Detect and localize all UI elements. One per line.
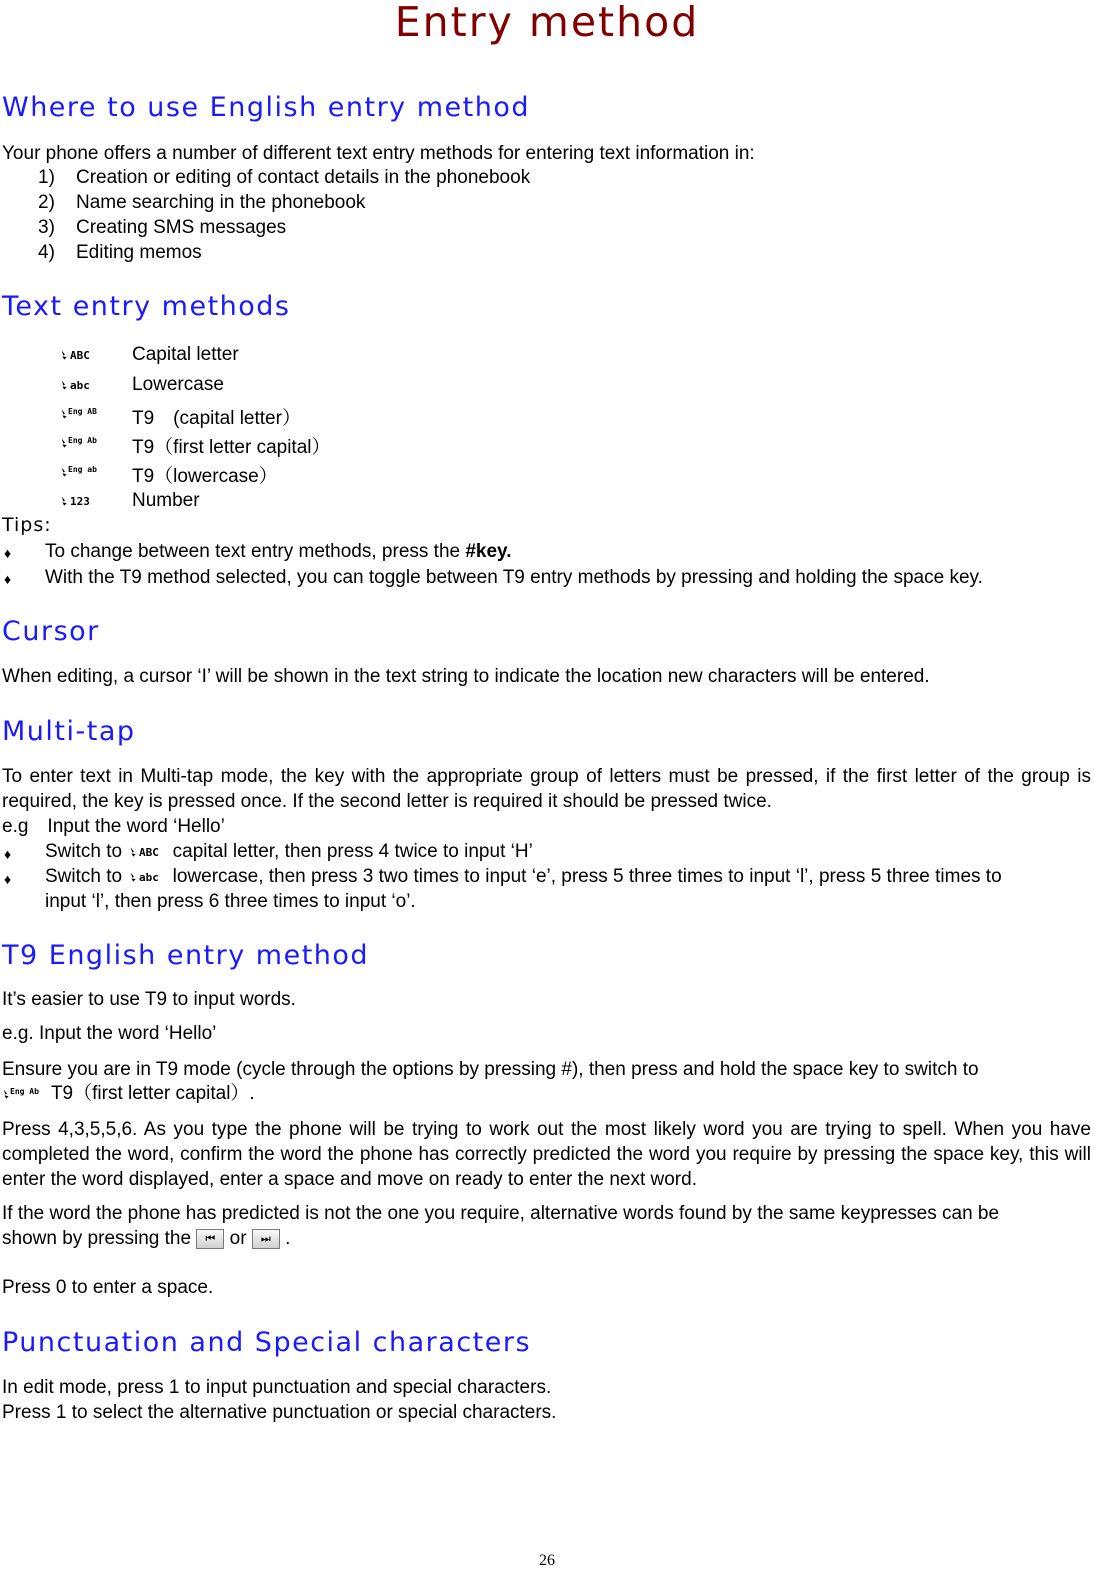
t9-paragraph: It’s easier to use T9 to input words. (2, 989, 296, 1010)
icon-text: abc (139, 870, 160, 884)
list-number: 2) (38, 192, 55, 213)
punctuation-text: Press 1 to select the alternative punctuation or special characters. (2, 1402, 557, 1423)
diamond-bullet-icon: ♦ (4, 871, 12, 887)
section-heading-where: Where to use English entry method (2, 92, 530, 123)
icon-text: abc (70, 379, 90, 392)
section-heading-cursor: Cursor (2, 616, 100, 647)
capital-letter-mode-icon (60, 347, 100, 363)
list-item: Editing memos (76, 242, 202, 263)
icon-text: 123 (70, 495, 90, 508)
punctuation-text: In edit mode, press 1 to input punctuation and special characters. (2, 1377, 552, 1398)
method-label: Lowercase (132, 374, 224, 395)
t9-first-capital-mode-icon (2, 1084, 46, 1104)
list-number: 4) (38, 242, 55, 263)
icon-text: Eng Ab (68, 436, 97, 445)
previous-icon: ⏮ (196, 1229, 224, 1249)
tip-text: To change between text entry methods, press the #key. (45, 541, 512, 562)
list-number: 1) (38, 167, 55, 188)
multitap-bullet-continued: input ‘l’, then press 6 three times to input ‘o’. (45, 891, 416, 912)
t9-paragraph: Ensure you are in T9 mode (cycle through the options by pressing #), then press and hold the space key to switch to (2, 1059, 979, 1080)
diamond-bullet-icon: ♦ (4, 545, 12, 561)
multitap-bullet: Switch to ABC capital letter, then press 4 twice to input ‘H’ (45, 841, 533, 862)
multitap-bullet: Switch to abc lowercase, then press 3 two times to input ‘e’, press 5 three times to input ‘l’, press 5 three times to (45, 866, 1002, 887)
method-label: Number (132, 490, 200, 511)
method-label: T9（first letter capital） (132, 437, 331, 458)
multitap-example: e.g Input the word ‘Hello’ (2, 816, 225, 837)
t9-paragraph-line: shown by pressing the ⏮ or ⏭ . (2, 1228, 291, 1249)
page-number: 26 (539, 1552, 555, 1569)
lowercase-mode-icon (60, 377, 100, 393)
where-intro: Your phone offers a number of different text entry methods for entering text information in: (2, 143, 755, 164)
number-mode-icon (60, 493, 100, 509)
page-title: Entry method (394, 0, 700, 46)
section-heading-t9: T9 English entry method (2, 940, 370, 971)
lowercase-mode-icon (127, 869, 167, 885)
method-label: Capital letter (132, 344, 239, 365)
icon-text: ABC (139, 845, 160, 859)
t9-example: e.g. Input the word ‘Hello’ (2, 1023, 217, 1044)
t9-paragraph-line: Eng Ab T9（first letter capital）. (2, 1082, 255, 1106)
capital-letter-mode-icon (127, 844, 167, 860)
multitap-paragraph: To enter text in Multi-tap mode, the key with the appropriate group of letters must be pressed, if the first letter of the group is required, the key is pressed once. If the second letter is required it should be pressed twice. (2, 766, 1091, 812)
diamond-bullet-icon: ♦ (4, 571, 12, 587)
icon-text: Eng AB (68, 407, 97, 416)
list-item: Creating SMS messages (76, 217, 287, 238)
list-item: Creation or editing of contact details in the phonebook (76, 167, 531, 188)
t9-paragraph: Press 0 to enter a space. (2, 1277, 214, 1298)
method-label: T9（lowercase） (132, 466, 278, 487)
tips-label: Tips: (2, 514, 52, 536)
list-item: Name searching in the phonebook (76, 192, 366, 213)
t9-lowercase-mode-icon (60, 462, 108, 482)
icon-text: Eng ab (68, 465, 97, 474)
section-heading-methods: Text entry methods (2, 291, 291, 322)
method-label: T9 (capital letter） (132, 408, 301, 429)
diamond-bullet-icon: ♦ (4, 846, 12, 862)
cursor-text: When editing, a cursor ‘I’ will be shown in the text string to indicate the location new characters will be entered. (2, 666, 930, 687)
section-heading-multitap: Multi-tap (2, 716, 136, 747)
icon-text: Eng Ab (10, 1086, 39, 1096)
tip-text: With the T9 method selected, you can toggle between T9 entry methods by pressing and holding the space key. (45, 567, 983, 588)
icon-text: ABC (70, 349, 90, 362)
t9-paragraph: Press 4,3,5,5,6. As you type the phone will be trying to work out the most likely word you are trying to spell. When you have completed the word, confirm the word the phone has correctly predicted the word you require by pressing the space key, this will enter the word displayed, enter a space and move on ready to enter the next word. (2, 1119, 1091, 1190)
section-heading-punctuation: Punctuation and Special characters (2, 1327, 532, 1358)
next-icon: ⏭ (252, 1229, 280, 1249)
t9-first-capital-mode-icon (60, 433, 108, 453)
t9-paragraph: If the word the phone has predicted is not the one you require, alternative words found by the same keypresses can be (2, 1203, 1000, 1224)
t9-capital-mode-icon (60, 404, 108, 424)
list-number: 3) (38, 217, 55, 238)
